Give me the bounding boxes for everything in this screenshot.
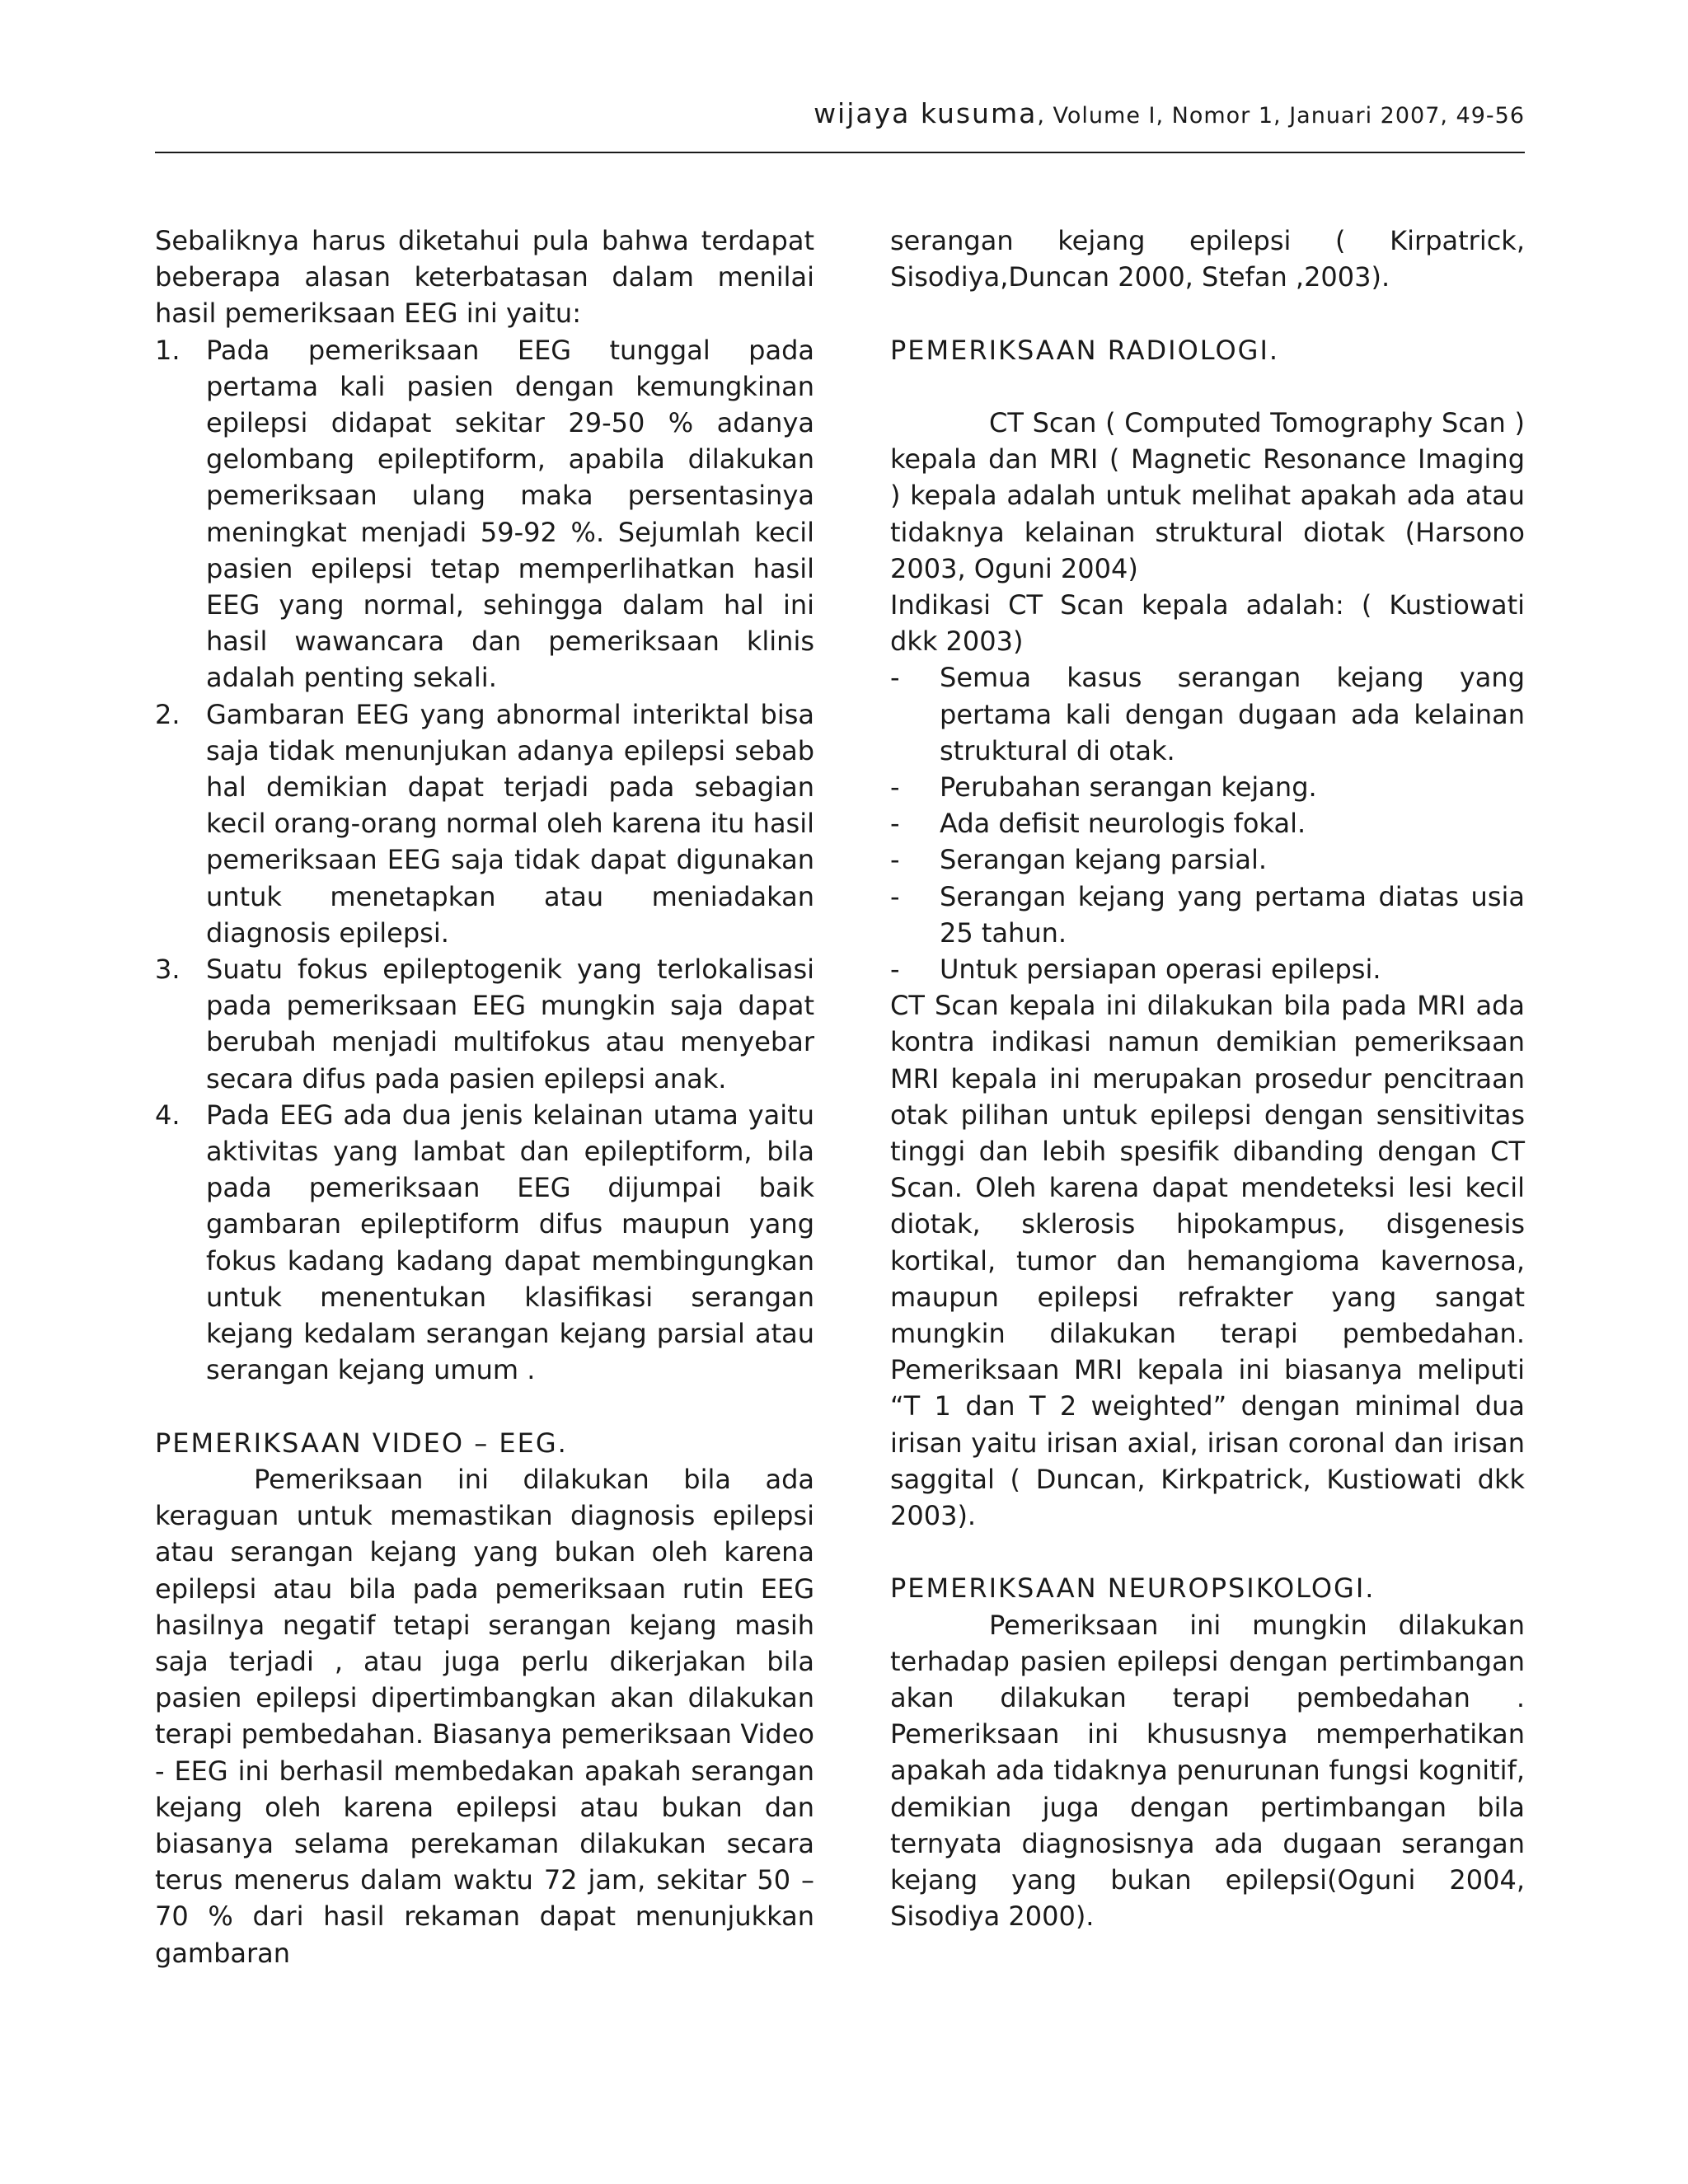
list-item: [155, 1097, 814, 1389]
citation: , Volume I, Nomor 1, Januari 2007, 49-56: [1037, 103, 1525, 129]
list-item: [890, 951, 1525, 987]
section-heading-neuropsychology: PEMERIKSAAN NEUROPSIKOLOGI.: [890, 1572, 1376, 1605]
list-item: [890, 769, 1525, 805]
spacer: [890, 1534, 1525, 1570]
list-number: 1.: [155, 334, 181, 366]
list-dash: -: [890, 880, 900, 912]
list-item-text: Ada defisit neurologis fokal.: [940, 808, 1306, 840]
intro-paragraph: Sebaliknya harus diketahui pula bahwa terdapat beberapa alasan keterbatasan dalam menilai hasil pemeriksaan EEG ini yaitu:: [155, 225, 814, 330]
list-item: [890, 841, 1525, 878]
list-item-text: Serangan kejang yang pertama diatas usia 25 tahun.: [940, 880, 1525, 949]
list-item: [890, 879, 1525, 951]
spacer: [155, 1389, 814, 1425]
section-heading-radiology: PEMERIKSAAN RADIOLOGI.: [890, 334, 1280, 366]
list-item: [890, 659, 1525, 769]
list-item-text: Suatu fokus epileptogenik yang terlokalisasi pada pemeriksaan EEG mungkin saja dapat berubah menjadi multifokus atau menyebar secara difus pada pasien epilepsi anak.: [206, 954, 814, 1094]
list-number: 4.: [155, 1099, 181, 1131]
running-header: [155, 97, 1525, 129]
list-item-text: Serangan kejang parsial.: [940, 844, 1268, 876]
eeg-limitations-list: [155, 332, 814, 1389]
list-item-text: Untuk persiapan operasi epilepsi.: [940, 954, 1381, 986]
list-item-text: Pada EEG ada dua jenis kelainan utama yaitu aktivitas yang lambat dan epileptiform, bila pada pemeriksaan EEG dijumpai baik gambaran epileptiform difus maupun yang fokus kadang kadang dapat membingungkan untuk menentukan klasifikasi serangan kejang kedalam serangan kejang parsial atau serangan kejang umum .: [206, 1099, 814, 1386]
header-rule: [155, 152, 1525, 153]
list-dash: -: [890, 954, 900, 986]
ct-indication-list: [890, 659, 1525, 987]
spacer: [890, 295, 1525, 331]
list-dash: -: [890, 771, 900, 804]
journal-name: wijaya kusuma: [814, 97, 1038, 129]
left-column: [155, 223, 814, 1971]
radiology-paragraph: CT Scan ( Computed Tomography Scan ) kepala dan MRI ( Magnetic Resonance Imaging ) kepala adalah untuk melihat apakah ada atau tidaknya kelainan struktural diotak (Harsono 2003, Oguni 2004): [890, 406, 1525, 584]
neuropsychology-paragraph: Pemeriksaan ini mungkin dilakukan terhadap pasien epilepsi dengan pertimbangan akan dilakukan terapi pembedahan . Pemeriksaan ini khususnya memperhatikan apakah ada tidaknya penurunan fungsi kognitif, demikian juga dengan pertimbangan bila ternyata diagnosisnya ada dugaan serangan kejang yang bukan epilepsi(Oguni 2004, Sisodiya 2000).: [890, 1609, 1525, 1933]
list-dash: -: [890, 662, 900, 694]
list-item: [155, 951, 814, 1097]
list-item: [155, 696, 814, 951]
spacer: [890, 368, 1525, 405]
list-dash: -: [890, 808, 900, 840]
list-number: 2.: [155, 698, 181, 730]
list-item: [155, 332, 814, 696]
indication-intro: Indikasi CT Scan kepala adalah: ( Kustiowati dkk 2003): [890, 589, 1525, 658]
list-dash: -: [890, 844, 900, 876]
list-item-text: Perubahan serangan kejang.: [940, 771, 1317, 804]
list-number: 3.: [155, 954, 181, 986]
list-item: [890, 805, 1525, 841]
right-column: [890, 223, 1525, 1935]
list-item-text: Pada pemeriksaan EEG tunggal pada pertama kali pasien dengan kemungkinan epilepsi didapat sekitar 29-50 % adanya gelombang epileptiform, apabila dilakukan pemeriksaan ulang maka persentasinya meningkat menjadi 59-92 %. Sejumlah kecil pasien epilepsi tetap memperlihatkan hasil EEG yang normal, sehingga dalam hal ini hasil wawancara dan pemeriksaan klinis adalah penting sekali.: [206, 334, 814, 694]
section-heading-video-eeg: PEMERIKSAAN VIDEO – EEG.: [155, 1427, 568, 1459]
continuation-paragraph: serangan kejang epilepsi ( Kirpatrick, Sisodiya,Duncan 2000, Stefan ,2003).: [890, 225, 1525, 293]
ct-mri-paragraph: CT Scan kepala ini dilakukan bila pada MRI ada kontra indikasi namun demikian pemeriksaan MRI kepala ini merupakan prosedur pencitraan otak pilihan untuk epilepsi dengan sensitivitas tinggi dan lebih spesifik dibanding dengan CT Scan. Oleh karena dapat mendeteksi lesi kecil diotak, sklerosis hipokampus, disgenesis kortikal, tumor dan hemangioma kavernosa, maupun epilepsi refrakter yang sangat mungkin dilakukan terapi pembedahan. Pemeriksaan MRI kepala ini biasanya meliputi “T 1 dan T 2 weighted” dengan minimal dua irisan yaitu irisan axial, irisan coronal dan irisan saggital ( Duncan, Kirkpatrick, Kustiowati dkk 2003).: [890, 990, 1525, 1532]
video-eeg-paragraph: Pemeriksaan ini dilakukan bila ada keraguan untuk memastikan diagnosis epilepsi atau serangan kejang yang bukan oleh karena epilepsi atau bila pada pemeriksaan rutin EEG hasilnya negatif tetapi serangan kejang masih saja terjadi , atau juga perlu dikerjakan bila pasien epilepsi dipertimbangkan akan dilakukan terapi pembedahan. Biasanya pemeriksaan Video - EEG ini berhasil membedakan apakah serangan kejang oleh karena epilepsi atau bukan dan biasanya selama perekaman dilakukan secara terus menerus dalam waktu 72 jam, sekitar 50 – 70 % dari hasil rekaman dapat menunjukkan gambaran: [155, 1463, 814, 1969]
list-item-text: Semua kasus serangan kejang yang pertama kali dengan dugaan ada kelainan struktural di otak.: [940, 662, 1525, 766]
list-item-text: Gambaran EEG yang abnormal interiktal bisa saja tidak menunjukan adanya epilepsi sebab hal demikian dapat terjadi pada sebagian kecil orang-orang normal oleh karena itu hasil pemeriksaan EEG saja tidak dapat digunakan untuk menetapkan atau meniadakan diagnosis epilepsi.: [206, 698, 814, 949]
